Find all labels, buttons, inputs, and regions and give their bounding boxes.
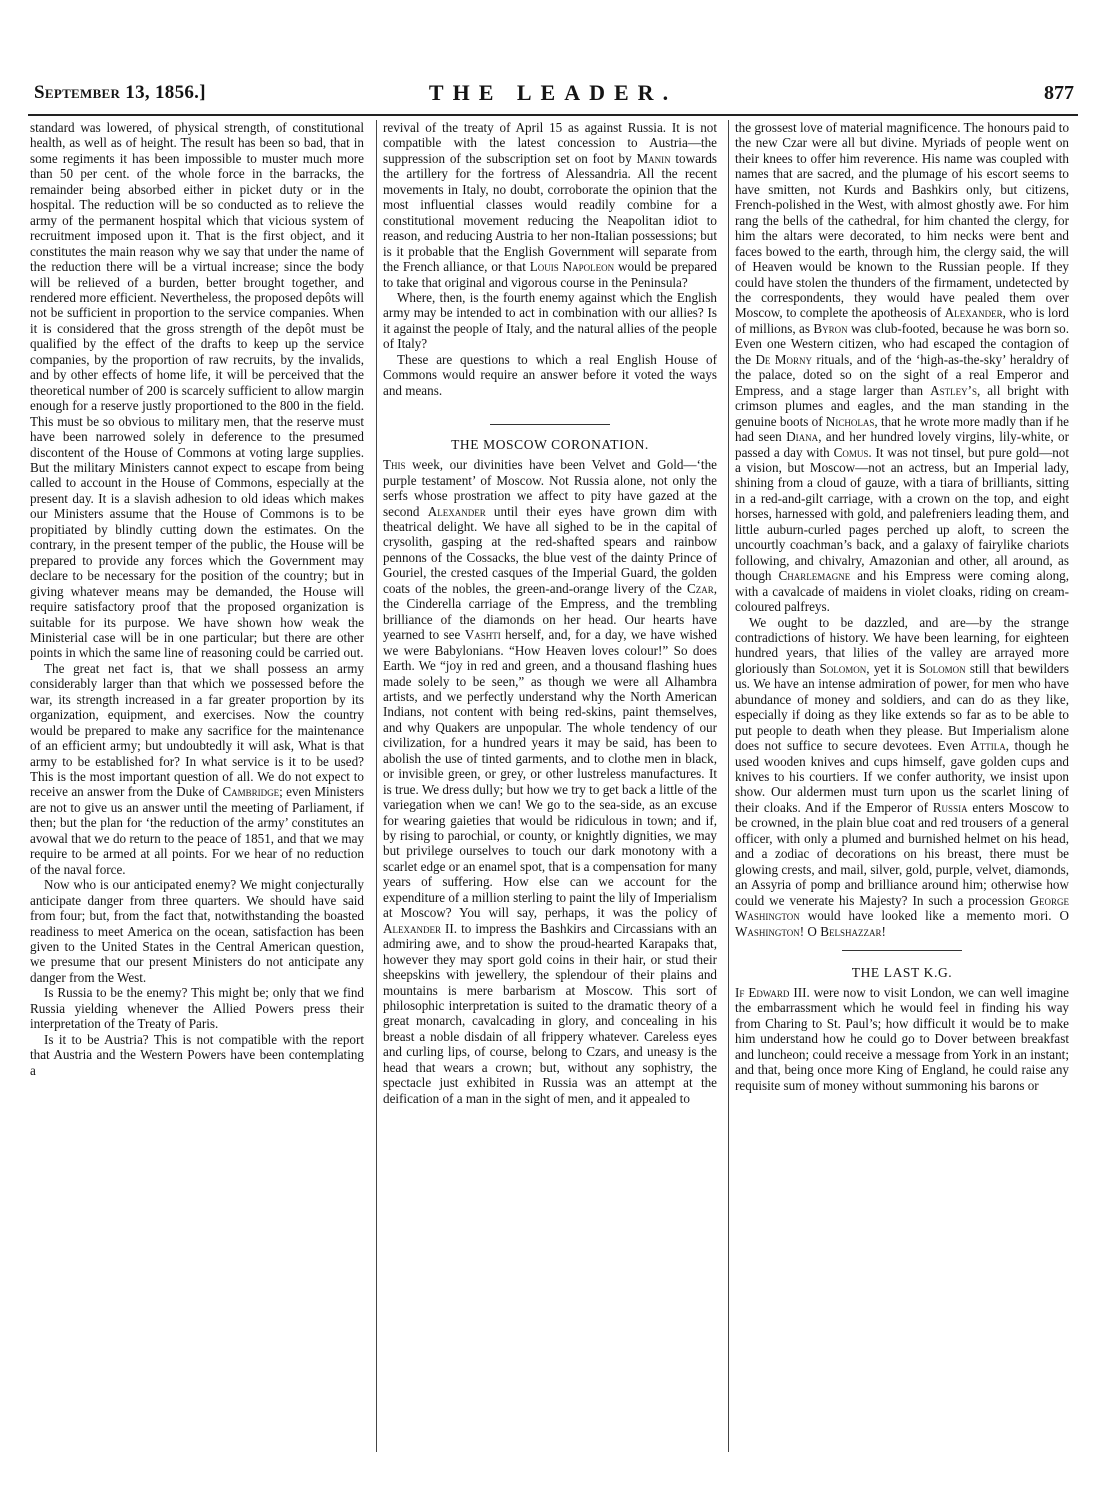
page-number: 877 — [1044, 82, 1074, 104]
article-paragraph: Is it to be Austria? This is not compatible with the report that Austria and the Western Powers have been contemplating a — [30, 1031, 364, 1078]
article-paragraph: Where, then, is the fourth enemy against which the English army may be intended to act in combination with our allies? Is it against the people of Italy, and the natural allies of the people of Italy? — [383, 289, 717, 352]
issue-date: September 13, 1856.] — [34, 82, 206, 103]
column-3 — [735, 120, 1069, 1452]
column-2 — [383, 120, 717, 1452]
newspaper-title: THE LEADER. — [428, 80, 678, 105]
article-paragraph: We ought to be dazzled, and are—by the strange contradictions of history. We have been learning, for eighteen hundred years, that lilies of the valley are arrayed more gloriously than Solomon, yet it is Solomon still that bewilders us. We have an intense admiration of power, for men who have abundance of money and soldiers, and can do as they like, especially if doing as they like extends so far as to be able to put people to death when they please. But Imperialism alone does not suffice to secure devotees. Even Attila, though he used wooden knives and cups himself, gave golden cups and knives to his courtiers. If we confer authority, we insist upon show. Our aldermen must turn upon us the scarlet lining of their cloaks. And if the Emperor of Russia enters Moscow to be crowned, in the plain blue coat and red trousers of a general officer, with only a plumed and burnished helmet on his head, and a zodiac of decorations on his breast, there must be glowing crests, and mail, silver, gold, purple, velvet, diamonds, an Assyria of pomp and brilliance around him; otherwise how could we venerate his Majesty? In such a procession George Washington would have looked like a memento mori. O Washington! O Belshazzar! — [735, 614, 1069, 939]
article-paragraph: The great net fact is, that we shall possess an army considerably larger than that which we possessed before the war, its strength increased in a far greater proportion by its organization, equipment, and exercises. Now the country would be prepared to make any sacrifice for the maintenance of an efficient army; but undoubtedly it will ask, What is that army to be established for? In what service is it to be used? This is the most important question of all. We do not expect to receive an answer from the Duke of Cambridge; even Ministers are not to give us an answer until the meeting of Parliament, if then; but the plan for ‘the reduction of the army’ constitutes an avowal that we do return to the peace of 1851, and that we may require to be armed at all points. For we hear of no reduction of the naval force. — [30, 660, 364, 877]
article-paragraph: the grossest love of material magnificence. The honours paid to the new Czar were all but divine. Myriads of people went on their knees to offer him reverence. His name was coupled with names that are sacred, and the plumage of his escort seems to have smitten, not Kurds and Bashkirs only, but citizens, French-polished in the West, with almost ghostly awe. For him rang the bells of the cathedral, for him chanted the clergy, for him the altars were decorated, to him necks were bent and faces bowed to the earth, through him, the clergy said, the will of Heaven would be known to the Russian people. If they could have stolen the thunders of the firmament, undetected by the correspondents, they would have pealed them over Moscow, to complete the apotheosis of Alexander, who is lord of millions, as Byron was club-footed, because he was born so. Even one Western citizen, who had escaped the contagion of the De Morny rituals, and of the ‘high-as-the-sky’ heraldry of the palace, doted so on the sight of a real Emperor and Empress, and a stage larger than Astley’s, all bright with crimson plumes and eagles, and the man standing in the genuine boots of Nicholas, that he wrote more madly than if he had seen Diana, and her hundred lovely virgins, lily-white, or passed a day with Comus. It was not tinsel, but pure gold—not a vision, but Moscow—not an actress, but an Imperial lady, shining from a cloud of gauze, with a tiara of brilliants, sitting in a red-and-gilt carriage, with a crown on the top, and eight horses, harnessed with gold, and palefreniers leading them, and little auburn-curled pages perched up aloft, to screen the uncourtly coachman’s back, and a galaxy of fairylike chariots following, and chivalry, Amazonian and other, all around, as though Charlemagne and his Empress were coming along, with a cavalcade of maidens in violet cloaks, riding on cream-coloured palfreys. — [735, 120, 1069, 615]
article-paragraph: This week, our divinities have been Velvet and Gold—‘the purple testament’ of Moscow. Not Russia alone, not only the serfs whose prostration we affect to pity have gazed at the second Alexander until their eyes have grown dim with theatrical delight. We have all sighed to be in the capital of crysolith, gasping at the red-shafted spears and rainbow pennons of the Cossacks, the blue vest of the dainty Prince of Gouriel, the crested casques of the Imperial Guard, the golden coats of the nobles, the green-and-orange livery of the Czar, the Cinderella carriage of the Empress, and the trembling brilliance of the diamonds on her head. Our hearts have yearned to see Vashti herself, and, for a day, we have wished we were Babylonians. “How Heaven loves colour!” So does Earth. We “joy in red and green, and a thousand flashing hues made solely to be seen,” as though we were all Alhambra artists, and we perfectly understand why the North American Indians, not content with being red-skins, paint themselves, and why Quakers are unpopular. The whole tendency of our civilization, for a hundred years it may be said, has been to abolish the use of tinted garments, and to clothe men in black, or invisible green, or grey, or other lustreless manufactures. It is true. We dress dully; but how we try to get back a little of the variegation when we can! We go to the sea-side, as an excuse for wearing gaieties that would be ridiculous in town; and if, by rising to parochial, or county, or knightly dignities, we may but privilege ourselves to touch our dark monotony with a scarlet edge or an enamel spot, that is a compensation for many years of suffering. How else can we account for the expenditure of a million sterling to paint the lily of Imperialism at Moscow? You will say, perhaps, it was the policy of Alexander II. to impress the Bashkirs and Circassians with an admiring awe, and to show the proud-hearted Karapaks that, however they may sport gold coins in their hair, or stud their sheepskins with jewellery, the splendour of their plains and mountains is mere barbarism at Moscow. This sort of philosophic interpretation is suited to the dramatic theory of a great monarch, cavalcading in glory, and concealing in his breast a noble disdain of all frippery whatever. Careless eyes and curling lips, of course, belong to Czars, and uneasy is the head that wears a crown; but, without any sophistry, the spectacle just exhibited in Russia was an attempt at the deification of a man in the sight of men, and it appealed to — [383, 457, 717, 1106]
article-paragraph: revival of the treaty of April 15 as against Russia. It is not compatible with the latest concession to Austria—the suppression of the subscription set on foot by Manin towards the artillery for the fortress of Alessandria. All the recent movements in Italy, no doubt, corroborate the opinion that the most influential classes would readily combine for a constitutional movement reducing the Neapolitan idiot to reason, and reducing Austria to her non-Italian possessions; but is it probable that the English Government will separate from the French alliance, or that Louis Napoleon would be prepared to take that original and vigorous course in the Peninsula? — [383, 120, 717, 290]
article-heading: THE MOSCOW CORONATION. — [451, 437, 649, 453]
article-paragraph: These are questions to which a real English House of Commons would require an answer before it voted the ways and means. — [383, 351, 717, 398]
column-rule-left — [376, 120, 377, 1452]
article-paragraph: standard was lowered, of physical strength, of constitutional health, as well as of height. The result has been so bad, that in some regiments it has been impossible to muster much more than 50 per cent. of the whole force in the barracks, the remainder being absorbed either in picket duty or in the hospital. The reduction will be so conducted as to relieve the army of the permanent hospital which that vicious system of recruitment imposed upon it. That is the first object, and it constitutes the main reason why we say that under the name of the reduction there will be a virtual increase; since the body will be relieved of a burden, better brought together, and rendered more efficient. Nevertheless, the proposed depôts will not be sufficient in proportion to the service companies. When it is considered that the gross strength of the depôt must be qualified by the effect of the drafts to keep up the service companies, by the proportion of raw recruits, by the invalids, and by other effects of home life, it will be perceived that the theoretical number of 200 is scarcely sufficient to allow margin enough for a reserve justly proportioned to the 800 in the field. This must be so obvious to military men, that the reserve must have been narrowed solely in deference to the presumed discontent of the House of Commons at voting large supplies. But the military Ministers cannot expect to escape from being called to account in the House of Commons, especially at the present day. It is a slavish adhesion to old ideas which makes our Ministers assume that the House of Commons is to be propitiated by blindly cutting down the estimates. On the contrary, in the present temper of the public, the House will be prepared to provide any forces which the Government may declare to be necessary for the position of the country; but in giving whatever means may be demanded, the House will require satisfactory proof that the proposed organization is suitable for its purpose. We have shown how weak the Ministerial case will be in one particular; but there are other points in which the same line of reasoning could be carried out. — [30, 120, 364, 661]
masthead — [28, 80, 1078, 116]
article-paragraph: If Edward III. were now to visit London, we can well imagine the embarrassment which he would feel in finding his way from Charing to St. Paul’s; how difficult it would be to make him understand how he could go to Dover between breakfast and luncheon; could receive a message from York in an instant; and that, being once more King of England, he could raise any requisite sum of money without summoning his barons or — [735, 985, 1069, 1093]
article-heading: THE LAST K.G. — [851, 965, 953, 981]
article-paragraph: Is Russia to be the enemy? This might be; only that we find Russia yielding whenever the Allied Powers press their interpretation of the Treaty of Paris. — [30, 985, 364, 1032]
column-1 — [30, 120, 364, 1452]
article-paragraph: Now who is our anticipated enemy? We might conjecturally anticipate danger from three quarters. We should have said from four; but, from the fact that, notwithstanding the boasted readiness to meet America on the ocean, satisfaction has been given to the United States in the Central American question, we presume that our present Ministers do not anticipate any danger from the West. — [30, 877, 364, 985]
column-rule-right — [728, 120, 729, 1452]
